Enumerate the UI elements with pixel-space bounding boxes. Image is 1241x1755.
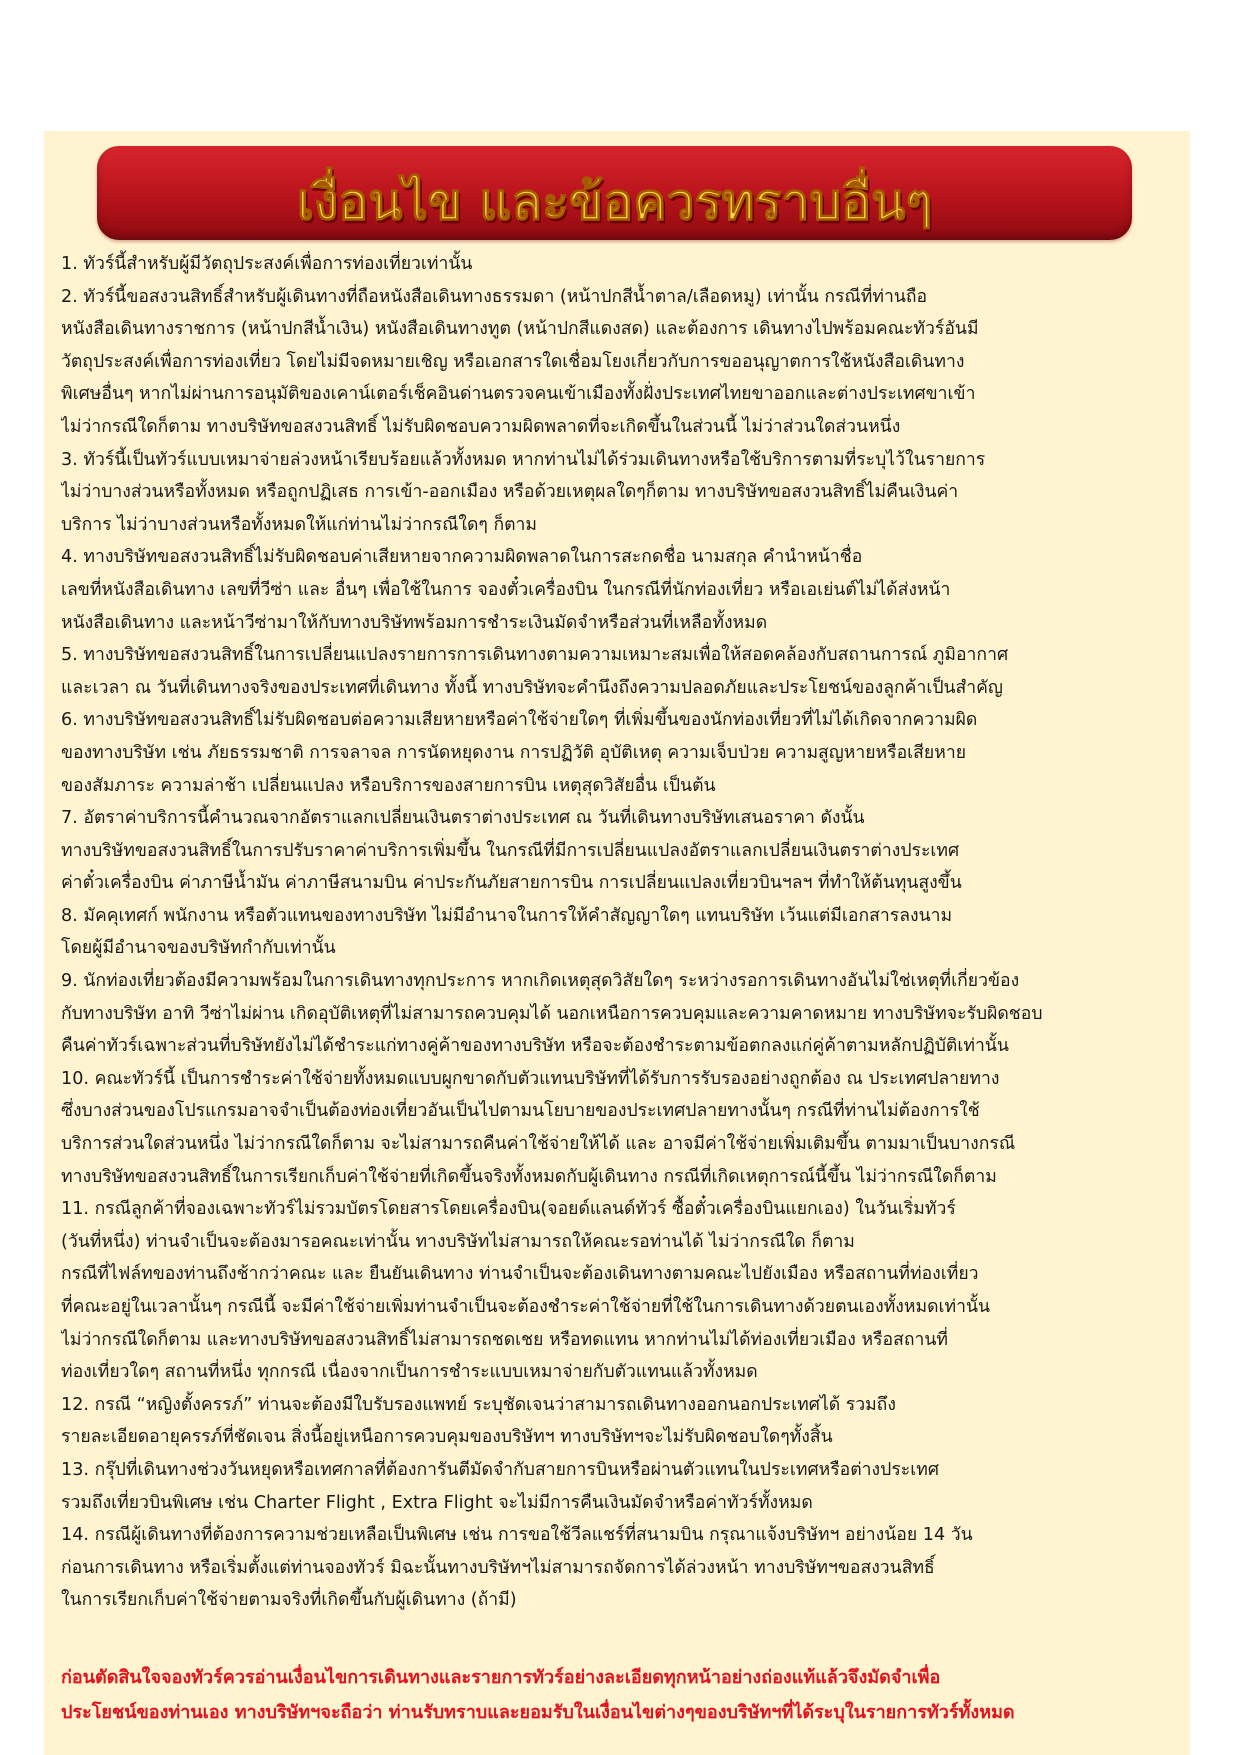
terms-line: 12. กรณี “หญิงตั้งครรภ์” ท่านจะต้องมีใบรับรองแพทย์ ระบุชัดเจนว่าสามารถเดินทางออกนอกประเทศได้ รวมถึง [61,1394,896,1415]
terms-line: ก่อนการเดินทาง หรือเริ่มตั้งแต่ท่านจองทัวร์ มิฉะนั้นทางบริษัทฯไม่สามารถจัดการได้ล่วงหน้า ทางบริษัทฯขอสงวนสิทธิ์ [61,1557,935,1578]
terms-line: กรณีที่ไฟล์ทของท่านถึงช้ากว่าคณะ และ ยืนยันเดินทาง ท่านจำเป็นจะต้องเดินทางตามคณะไปยังเมือง หรือสถานที่ท่องเที่ยว [61,1264,979,1285]
terms-line: 7. อัตราค่าบริการนี้คำนวณจากอัตราแลกเปลี่ยนเงินตราต่างประเทศ ณ วันที่เดินทางบริษัทเสนอราคา ดังนั้น [61,808,865,829]
terms-line: ค่าตั๋วเครื่องบิน ค่าภาษีน้ำมัน ค่าภาษีสนามบิน ค่าประกันภัยสายการบิน การเปลี่ยนแปลงเที่ยวบินฯลฯ ที่ทำให้ต้นทุนสูงขึ้น [61,873,962,894]
terms-line: คืนค่าทัวร์เฉพาะส่วนที่บริษัทยังไม่ได้ชำระแก่ทางคู่ค้าของทางบริษัท หรือจะต้องชำระตามข้อตกลงแก่คู่ค้าตามหลักปฏิบัติเท่านั้น [61,1036,1009,1057]
terms-line: หนังสือเดินทางราชการ (หน้าปกสีน้ำเงิน) หนังสือเดินทางทูต (หน้าปกสีแดงสด) และต้องการ เดินทางไปพร้อมคณะทัวร์อันมี [61,319,979,340]
terms-line: 10. คณะทัวร์นี้ เป็นการชำระค่าใช้จ่ายทั้งหมดแบบผูกขาดกับตัวแทนบริษัทที่ได้รับการรับรองอย่างถูกต้อง ณ ประเทศปลายทาง [61,1068,1000,1089]
terms-line: บริการส่วนใดส่วนหนึ่ง ไม่ว่ากรณีใดก็ตาม จะไม่สามารถคืนค่าใช้จ่ายให้ได้ และ อาจมีค่าใช้จ่ายเพิ่มเติมขึ้น ตามมาเป็นบางกรณี [61,1134,1016,1155]
notice-line: ประโยชน์ของท่านเอง ทางบริษัทฯจะถือว่า ท่านรับทราบและยอมรับในเงื่อนไขต่างๆของบริษัทฯที่ได้ระบุในรายการทัวร์ทั้งหมด [61,1702,1015,1723]
terms-line: 3. ทัวร์นี้เป็นทัวร์แบบเหมาจ่ายล่วงหน้าเรียบร้อยแล้วทั้งหมด หากท่านไม่ได้ร่วมเดินทางหรือใช้บริการตามที่ระบุไว้ในรายการ [61,449,986,470]
page-title: เงื่อนไข และข้อควรทราบอื่นๆ [296,172,933,231]
terms-line: ของสัมภาระ ความล่าช้า เปลี่ยนแปลง หรือบริการของสายการบิน เหตุสุดวิสัยอื่น เป็นต้น [61,775,716,796]
terms-line: ซึ่งบางส่วนของโปรแกรมอาจจำเป็นต้องท่องเที่ยวอันเป็นไปตามนโยบายของประเทศปลายทางนั้นๆ กรณีที่ท่านไม่ต้องการใช้ [61,1101,980,1122]
terms-line: ไม่ว่ากรณีใดก็ตาม ทางบริษัทขอสงวนสิทธิ์ ไม่รับผิดชอบความผิดพลาดที่จะเกิดขึ้นในส่วนนี้ ไม่ว่าส่วนใดส่วนหนึ่ง [61,416,901,437]
terms-line: 5. ทางบริษัทขอสงวนสิทธิ์ในการเปลี่ยนแปลงรายการการเดินทางตามความเหมาะสมเพื่อให้สอดคล้องกับสถานการณ์ ภูมิอากาศ [61,645,1009,666]
terms-line: 14. กรณีผู้เดินทางที่ต้องการความช่วยเหลือเป็นพิเศษ เช่น การขอใช้วีลแชร์ที่สนามบิน กรุณาแจ้งบริษัทฯ อย่างน้อย 14 วัน [61,1525,973,1546]
terms-line: (วันที่หนึ่ง) ท่านจำเป็นจะต้องมารอคณะเท่านั้น ทางบริษัทไม่สามารถให้คณะรอท่านได้ ไม่ว่ากรณีใด ก็ตาม [61,1231,855,1252]
terms-line: กับทางบริษัท อาทิ วีซ่าไม่ผ่าน เกิดอุบัติเหตุที่ไม่สามารถควบคุมได้ นอกเหนือการควบคุมและความคาดหมาย ทางบริษัทจะรับผิดชอบ [61,1003,1043,1024]
terms-line: ของทางบริษัท เช่น ภัยธรรมชาติ การจลาจล การนัดหยุดงาน การปฏิวัติ อุบัติเหตุ ความเจ็บป่วย ความสูญหายหรือเสียหาย [61,742,967,763]
terms-list [61,248,1181,1611]
terms-line: 11. กรณีลูกค้าที่จองเฉพาะทัวร์ไม่รวมบัตรโดยสารโดยเครื่องบิน(จอยด์แลนด์ทัวร์ ซื้อตั๋วเครื่องบินแยกเอง) ในวันเริ่มทัวร์ [61,1199,956,1220]
terms-line: วัตถุประสงค์เพื่อการท่องเที่ยว โดยไม่มีจดหมายเชิญ หรือเอกสารใดเชื่อมโยงเกี่ยวกับการขออนุญาตการใช้หนังสือเดินทาง [61,351,965,372]
terms-line: โดยผู้มีอำนาจของบริษัทกำกับเท่านั้น [61,938,336,959]
title-banner [97,146,1132,240]
terms-line: รวมถึงเที่ยวบินพิเศษ เช่น Charter Flight , Extra Flight จะไม่มีการคืนเงินมัดจำหรือค่าทัวร์ทั้งหมด [61,1492,813,1513]
terms-line: ทางบริษัทขอสงวนสิทธิ์ในการปรับราคาค่าบริการเพิ่มขึ้น ในกรณีที่มีการเปลี่ยนแปลงอัตราแลกเปลี่ยนเงินตราต่างประเทศ [61,840,960,861]
terms-line: ทางบริษัทขอสงวนสิทธิ์ในการเรียกเก็บค่าใช้จ่ายที่เกิดขึ้นจริงทั้งหมดกับผู้เดินทาง กรณีที่เกิดเหตุการณ์นี้ขึ้น ไม่ว่ากรณีใดก็ตาม [61,1166,997,1187]
terms-line: 2. ทัวร์นี้ขอสงวนสิทธิ์สำหรับผู้เดินทางที่ถือหนังสือเดินทางธรรมดา (หน้าปกสีน้ำตาล/เลือดหมู) เท่านั้น กรณีที่ท่านถือ [61,286,928,307]
terms-line: ที่คณะอยู่ในเวลานั้นๆ กรณีนี้ จะมีค่าใช้จ่ายเพิ่มท่านจำเป็นจะต้องชำระค่าใช้จ่ายที่ใช้ในการเดินทางด้วยตนเองทั้งหมดเท่านั้น [61,1297,991,1317]
terms-line: ท่องเที่ยวใดๆ สถานที่หนึ่ง ทุกกรณี เนื่องจากเป็นการชำระแบบเหมาจ่ายกับตัวแทนแล้วทั้งหมด [61,1362,758,1383]
terms-line: 8. มัคคุเทศก์ พนักงาน หรือตัวแทนของทางบริษัท ไม่มีอำนาจในการให้คำสัญญาใดๆ แทนบริษัท เว้นแต่มีเอกสารลงนาม [61,905,953,926]
terms-line: 6. ทางบริษัทขอสงวนสิทธิ์ไม่รับผิดชอบต่อความเสียหายหรือค่าใช้จ่ายใดๆ ที่เพิ่มขึ้นของนักท่องเที่ยวที่ไม่ได้เกิดจากความผิด [61,710,978,731]
notice-line: ก่อนตัดสินใจจองทัวร์ควรอ่านเงื่อนไขการเดินทางและรายการทัวร์อย่างละเอียดทุกหน้าอย่างถ่องแท้แล้วจึงมัดจำเพื่อ [61,1667,941,1688]
terms-line: 4. ทางบริษัทขอสงวนสิทธิ์ไม่รับผิดชอบค่าเสียหายจากความผิดพลาดในการสะกดชื่อ นามสกุล คำนำหน้าชื่อ [61,547,863,568]
terms-line: 9. นักท่องเที่ยวต้องมีความพร้อมในการเดินทางทุกประการ หากเกิดเหตุสุดวิสัยใดๆ ระหว่างรอการเดินทางอันไม่ใช่เหตุที่เกี่ยวข้อง [61,971,1020,992]
terms-line: ในการเรียกเก็บค่าใช้จ่ายตามจริงที่เกิดขึ้นกับผู้เดินทาง (ถ้ามี) [61,1590,517,1611]
terms-line: 1. ทัวร์นี้สำหรับผู้มีวัตถุประสงค์เพื่อการท่องเที่ยวเท่านั้น [61,254,473,274]
terms-line: หนังสือเดินทาง และหน้าวีซ่ามาให้กับทางบริษัทพร้อมการชำระเงินมัดจำหรือส่วนที่เหลือทั้งหมด [61,612,768,633]
terms-line: และเวลา ณ วันที่เดินทางจริงของประเทศที่เดินทาง ทั้งนี้ ทางบริษัทจะคำนึงถึงความปลอดภัยและประโยชน์ของลูกค้าเป็นสำคัญ [61,677,1003,698]
terms-line: ไม่ว่ากรณีใดก็ตาม และทางบริษัทขอสงวนสิทธิ์ไม่สามารถชดเชย หรือทดแทน หากท่านไม่ได้ท่องเที่ยวเมือง หรือสถานที่ [61,1329,948,1350]
terms-line: 13. กรุ๊ปที่เดินทางช่วงวันหยุดหรือเทศกาลที่ต้องการันตีมัดจำกับสายการบินหรือผ่านตัวแทนในประเทศหรือต่างประเทศ [61,1459,939,1480]
terms-line: เลขที่หนังสือเดินทาง เลขที่วีซ่า และ อื่นๆ เพื่อใช้ในการ จองตั๋วเครื่องบิน ในกรณีที่นักท่องเที่ยว หรือเอเย่นต์ไม่ได้ส่งหน้า [61,579,951,600]
terms-line: ไม่ว่าบางส่วนหรือทั้งหมด หรือถูกปฏิเสธ การเข้า-ออกเมือง หรือด้วยเหตุผลใดๆก็ตาม ทางบริษัทขอสงวนสิทธิ์ไม่คืนเงินค่า [61,482,959,503]
terms-line: พิเศษอื่นๆ หากไม่ผ่านการอนุมัติของเคาน์เตอร์เช็คอินด่านตรวจคนเข้าเมืองทั้งฝั่งประเทศไทยขาออกและต่างประเทศขาเข้า [61,384,976,405]
terms-line: รายละเอียดอายุครรภ์ที่ชัดเจน สิ่งนี้อยู่เหนือการควบคุมของบริษัทฯ ทางบริษัทฯจะไม่รับผิดชอบใดๆทั้งสิ้น [61,1427,833,1448]
booking-notice [61,1660,1181,1730]
terms-line: บริการ ไม่ว่าบางส่วนหรือทั้งหมดให้แก่ท่านไม่ว่ากรณีใดๆ ก็ตาม [61,514,538,535]
